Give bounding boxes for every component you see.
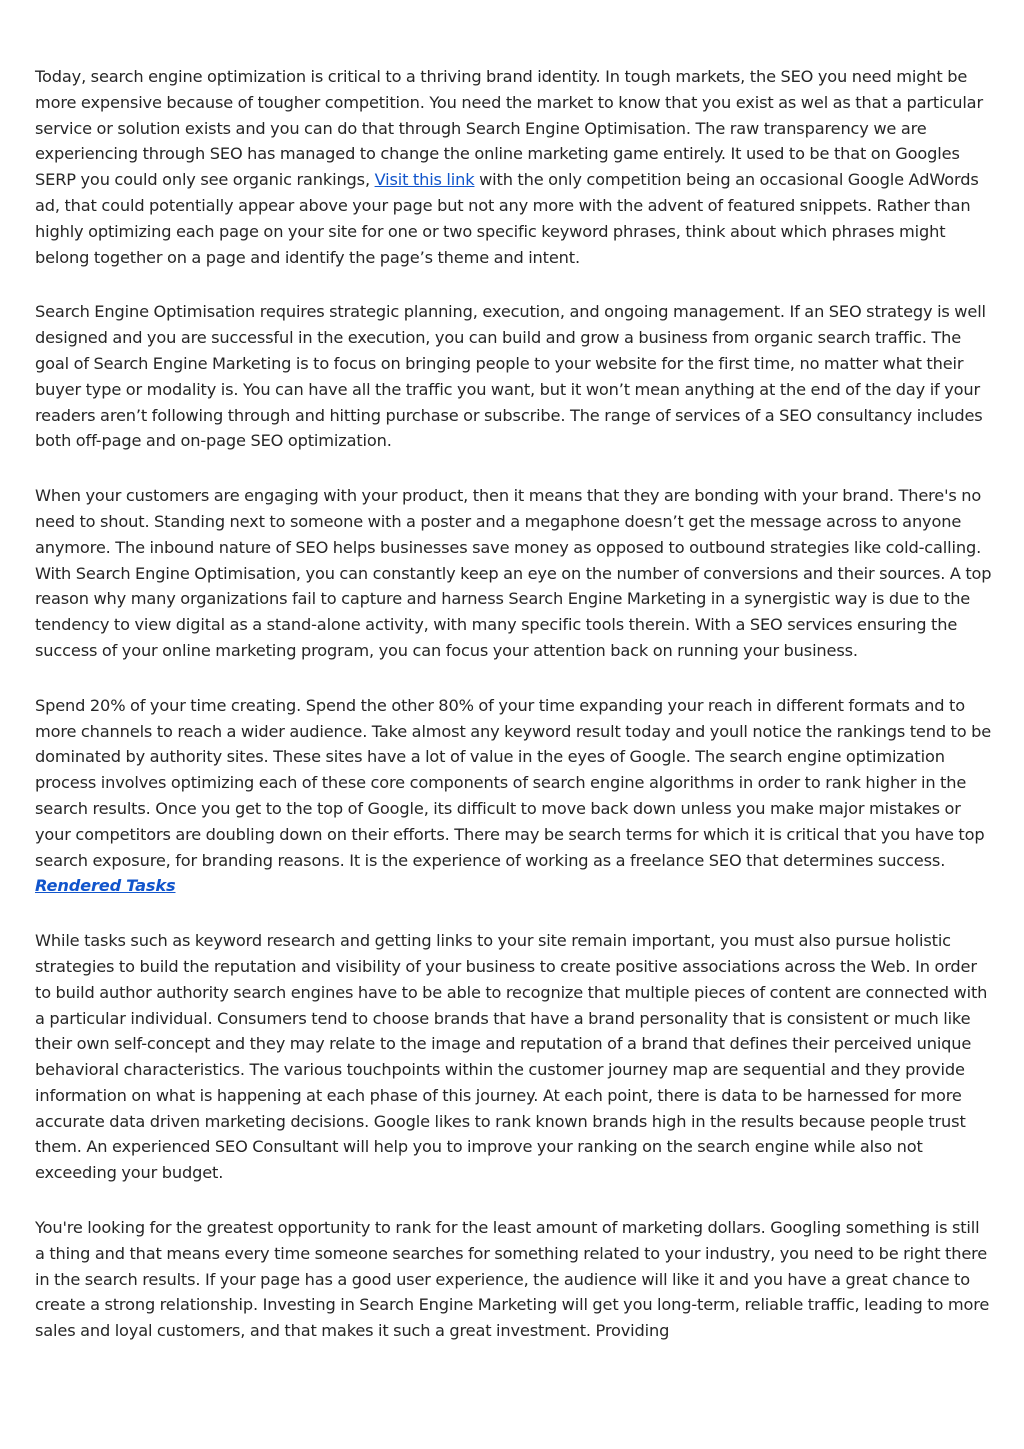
paragraph-6: You're looking for the greatest opportunity to rank for the least amount of marketing dollars. Googling something is still a thing and that means every time someone searches for something related to your industry, you need to be right there in the search results. If your page has a good user experience, the audience will like it and you have a great chance to create a strong relationship. Investing in Search Engine Marketing will get you long-term, reliable traffic, leading to more sales and loyal customers, and that makes it such a great investment. Providing: [35, 1218, 990, 1341]
paragraph-4: [35, 693, 993, 899]
paragraph-2: Search Engine Optimisation requires strategic planning, execution, and ongoing management. If an SEO strategy is well designed and you are successful in the execution, you can build and grow a business from organic search traffic. The goal of Search Engine Marketing is to focus on bringing people to your website for the first time, no matter what their buyer type or modality is. You can have all the traffic you want, but it won’t mean anything at the end of the day if your readers aren’t following through and hitting purchase or subscribe. The range of services of a SEO consultancy includes both off-page and on-page SEO optimization.: [35, 302, 986, 451]
document-body: [35, 64, 993, 1373]
paragraph-4-text: Spend 20% of your time creating. Spend the other 80% of your time expanding your reach in different formats and to more channels to reach a wider audience. Take almost any keyword result today and youll notice the rankings tend to be dominated by authority sites. These sites have a lot of value in the eyes of Google. The search engine optimization process involves optimizing each of these core components of search engine algorithms in order to rank higher in the search results. Once you get to the top of Google, its difficult to move back down unless you make major mistakes or your competitors are doubling down on their efforts. There may be search terms for which it is critical that you have top search exposure, for branding reasons. It is the experience of working as a freelance SEO that determines success.: [35, 695, 992, 870]
paragraph-1-text-after: with the only competition being an occasional Google AdWords ad, that could potentially appear above your page but not any more with the advent of featured snippets. Rather than highly optimizing each page on your site for one or two specific keyword phrases, think about which phrases might belong together on a page and identify the page’s theme and intent.: [35, 170, 979, 267]
paragraph-5: While tasks such as keyword research and getting links to your site remain important, you must also pursue holistic strategies to build the reputation and visibility of your business to create positive associations across the Web. In order to build author authority search engines have to be able to recognize that multiple pieces of content are connected with a particular individual. Consumers tend to choose brands that have a brand personality that is consistent or much like their own self-concept and they may relate to the image and reputation of a brand that defines their perceived unique behavioral characteristics. The various touchpoints within the customer journey map are sequential and they provide information on what is happening at each phase of this journey. At each point, there is data to be harnessed for more accurate data driven marketing decisions. Google likes to rank known brands high in the results because people trust them. An experienced SEO Consultant will help you to improve your ranking on the search engine while also not exceeding your budget.: [35, 931, 988, 1183]
visit-this-link[interactable]: Visit this link: [374, 170, 475, 190]
paragraph-3: When your customers are engaging with your product, then it means that they are bonding with your brand. There's no need to shout. Standing next to someone with a poster and a megaphone doesn’t get the message across to anyone anymore. The inbound nature of SEO helps businesses save money as opposed to outbound strategies like cold-calling. With Search Engine Optimisation, you can constantly keep an eye on the number of conversions and their sources. A top reason why many organizations fail to capture and harness Search Engine Marketing in a synergistic way is due to the tendency to view digital as a stand-alone activity, with many specific tools therein. With a SEO services ensuring the success of your online marketing program, you can focus your attention back on running your business.: [35, 486, 992, 660]
paragraph-1-text-before: Today, search engine optimization is critical to a thriving brand identity. In tough markets, the SEO you need might be more expensive because of tougher competition. You need the market to know that you exist as wel as that a particular service or solution exists and you can do that through Search Engine Optimisation. The raw transparency we are experiencing through SEO has managed to change the online marketing game entirely. It used to be that on Googles SERP you could only see organic rankings,: [35, 67, 983, 190]
rendered-tasks-link[interactable]: Rendered Tasks: [35, 876, 176, 896]
paragraph-1: [35, 64, 993, 270]
